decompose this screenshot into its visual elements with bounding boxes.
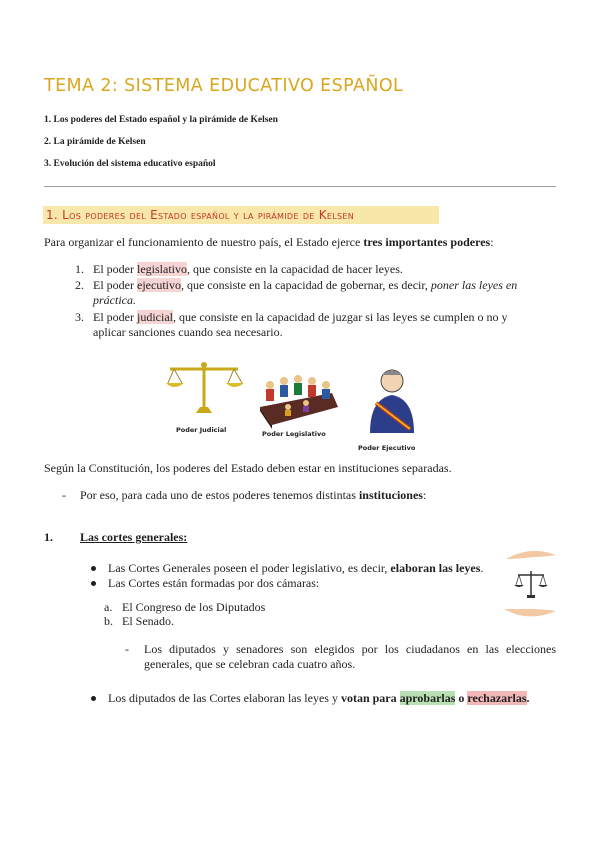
- executive-person-icon: [370, 370, 414, 433]
- constitution-paragraph: Según la Constitución, los poderes del Estado deben estar en instituciones separadas.: [44, 461, 452, 475]
- bullet-dot: [91, 696, 96, 701]
- toc-item-3: 3. Evolución del sistema educativo español: [44, 159, 216, 169]
- dash-marker: -: [62, 488, 66, 502]
- power-2-number: 2.: [75, 278, 84, 292]
- bullet-dot: [91, 566, 96, 571]
- parliament-icon: [260, 375, 338, 429]
- caption-poder-legislativo: Poder Legislativo: [262, 430, 326, 438]
- three-powers-illustration: [160, 355, 435, 455]
- highlight-aprobarlas: aprobarlas: [399, 691, 456, 705]
- highlight-judicial: judicial: [137, 310, 173, 324]
- chamber-b-letter: b.: [104, 614, 113, 628]
- cortes-bullet-1: Las Cortes Generales poseen el poder legislativo, es decir, elaboran las leyes.: [108, 561, 484, 575]
- sub-dash-marker: -: [125, 642, 129, 656]
- hands-scales-image: [500, 545, 562, 623]
- chamber-b-text: El Senado.: [122, 614, 174, 628]
- section-heading-box: [43, 206, 439, 224]
- bullet-dot: [91, 581, 96, 586]
- vote-bullet: Los diputados de las Cortes elaboran las leyes y votan para aprobarlas o rechazarlas.: [108, 691, 530, 705]
- highlight-rechazarlas: rechazarlas: [467, 691, 527, 705]
- cortes-bullet-2: Las Cortes están formadas por dos cámaras:: [108, 576, 320, 590]
- power-1-number: 1.: [75, 262, 84, 276]
- power-1-text: El poder legislativo, que consiste en la capacidad de hacer leyes.: [93, 262, 403, 276]
- power-2-text-line2: práctica.: [93, 293, 136, 307]
- section-heading: 1. Los poderes del Estado español y la pirámide de Kelsen: [46, 208, 355, 222]
- caption-poder-judicial: Poder Judicial: [176, 426, 227, 434]
- elections-line-2: generales, que se celebran cada cuatro años.: [144, 657, 356, 671]
- highlight-ejecutivo: ejecutivo: [137, 278, 181, 292]
- power-3-text: El poder judicial, que consiste en la capacidad de juzgar si las leyes se cumplen o no y: [93, 310, 508, 324]
- page-title: TEMA 2: SISTEMA EDUCATIVO ESPAÑOL: [44, 76, 404, 96]
- power-2-text: El poder ejecutivo, que consiste en la capacidad de gobernar, es decir, poner las leyes en: [93, 278, 518, 292]
- chamber-a-letter: a.: [104, 600, 113, 614]
- cortes-heading: Las cortes generales:: [80, 530, 188, 544]
- power-3-number: 3.: [75, 310, 84, 324]
- intro-paragraph: Para organizar el funcionamiento de nuestro país, el Estado ejerce tres importantes poderes:: [44, 235, 494, 249]
- power-3-text-line2: aplicar sanciones cuando sea necesario.: [93, 325, 283, 339]
- toc-item-2: 2. La pirámide de Kelsen: [44, 137, 146, 147]
- divider: [44, 186, 556, 187]
- toc-item-1: 1. Los poderes del Estado español y la pirámide de Kelsen: [44, 115, 278, 125]
- chamber-a-text: El Congreso de los Diputados: [122, 600, 266, 614]
- institutions-line: Por eso, para cada uno de estos poderes tenemos distintas instituciones:: [80, 488, 427, 502]
- highlight-legislativo: legislativo: [137, 262, 187, 276]
- caption-poder-ejecutivo: Poder Ejecutivo: [358, 444, 416, 452]
- scales-icon: [166, 362, 244, 413]
- elections-line-1: Los diputados y senadores son elegidos por los ciudadanos en las elecciones: [144, 642, 556, 656]
- cortes-number: 1.: [44, 530, 53, 544]
